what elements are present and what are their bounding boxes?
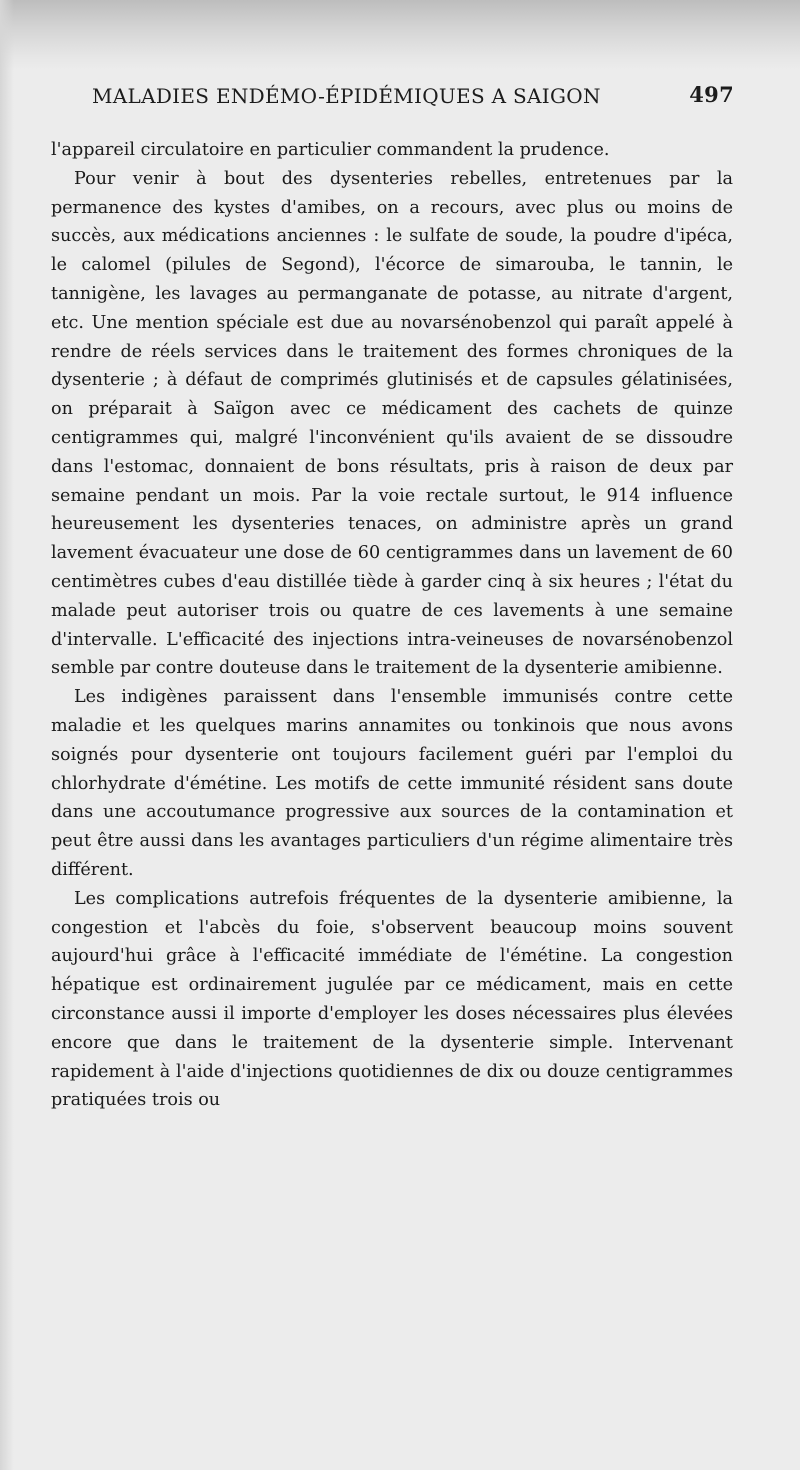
paragraph-indigenes: Les indigènes paraissent dans l'ensemble immunisés contre cette maladie et les quelques marins annamites ou tonkinois que nous avons soignés pour dysenterie ont toujours facilement guéri par l'emploi du chlorhydrate d'émétine. Les motifs de cette immunité résident sans doute dans une accoutumance progressive aux sources de la contamination et peut être aussi dans les avantages particuliers d'un régime alimentaire très différent. <box>51 687 733 880</box>
page-header <box>92 84 734 116</box>
body-text <box>51 136 733 1115</box>
paragraph-dysenteries-rebelles: Pour venir à bout des dysenteries rebelles, entretenues par la permanence des kystes d'amibes, on a recours, avec plus ou moins de succès, aux médications anciennes : le sulfate de soude, la poudre d'ipéca, le calomel (pilules de Segond), l'écorce de simarouba, le tannin, le tannigène, les lavages au permanganate de potasse, au nitrate d'argent, etc. Une mention spéciale est due au novarsénobenzol qui paraît appelé à rendre de réels services dans le traitement des formes chroniques de la dysenterie ; à défaut de comprimés glutinisés et de capsules gélatinisées, on préparait à Saïgon avec ce médicament des cachets de quinze centigrammes qui, malgré l'inconvénient qu'ils avaient de se dissoudre dans l'estomac, donnaient de bons résultats, pris à raison de deux par semaine pendant un mois. Par la voie rectale surtout, le 914 influence heureusement les dysenteries tenaces, on administre après un grand lavement évacuateur une dose de 60 centigrammes dans un lavement de 60 centimètres cubes d'eau distillée tiède à garder cinq à six heures ; l'état du malade peut autoriser trois ou quatre de ces lavements à une semaine d'intervalle. L'efficacité des injections intra-veineuses de novarsénobenzol semble par contre douteuse dans le traitement de la dysenterie amibienne. <box>51 168 733 679</box>
paragraph-continuation: l'appareil circulatoire en particulier commandent la prudence. <box>51 140 610 160</box>
page-number: 497 <box>689 82 734 107</box>
paragraph-complications: Les complications autrefois fréquentes de la dysenterie amibienne, la congestion et l'abcès du foie, s'observent beaucoup moins souvent aujourd'hui grâce à l'efficacité immédiate de l'émétine. La congestion hépatique est ordinairement jugulée par ce médicament, mais en cette circonstance aussi il importe d'employer les doses nécessaires plus élevées encore que dans le traitement de la dysenterie simple. Intervenant rapidement à l'aide d'injections quotidiennes de dix ou douze centigrammes pratiquées trois ou <box>51 888 733 1111</box>
page-edge-shadow <box>0 0 14 1470</box>
running-head: MALADIES ENDÉMO-ÉPIDÉMIQUES A SAIGON <box>92 84 601 108</box>
scan-shadow <box>0 0 800 70</box>
